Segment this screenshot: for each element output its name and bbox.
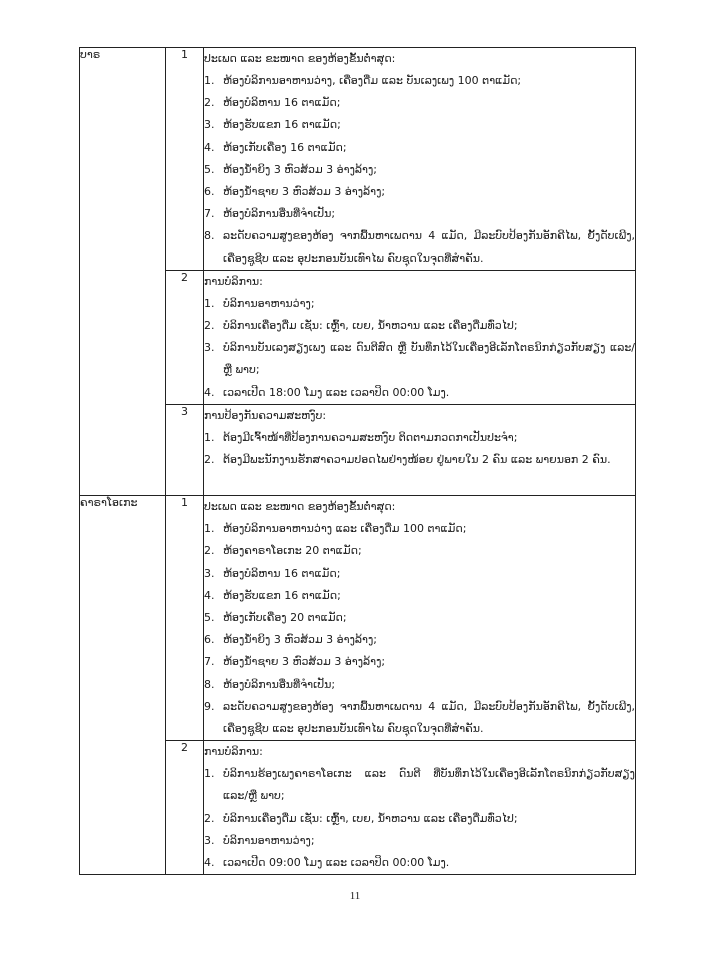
list-item-number: 1. xyxy=(204,74,215,87)
list-item-text: ຕ້ອງມີພະນັກງານຮັກສາຄວາມປອດໄພຢ່າງໜ້ອຍ ຢູ່ພາຍໃນ 2 ຄົນ ແລະ ພາຍນອກ 2 ຄົນ. xyxy=(223,453,611,467)
list-item-text: ເວລາເປີດ 09:00 ໂມງ ແລະ ເວລາປິດ 00:00 ໂມງ. xyxy=(223,856,450,870)
list-item xyxy=(204,518,635,540)
list-item-number: 1. xyxy=(204,767,215,781)
item-list xyxy=(204,518,635,740)
list-item-number: 8. xyxy=(204,677,215,691)
list-item-number: 4. xyxy=(204,385,215,399)
section-content xyxy=(204,48,636,271)
list-item-number: 4. xyxy=(204,140,215,154)
section-heading: ການບໍລິການ: xyxy=(204,745,263,759)
list-item-number: 6. xyxy=(204,633,215,647)
category-cell: ບາຣ xyxy=(80,48,166,496)
list-item xyxy=(204,92,635,114)
section-content xyxy=(204,741,636,875)
list-item-text: ຫ້ອງນ້ຳຊາຍ 3 ຫົວສ້ວມ 3 ອ່າງລ້າງ; xyxy=(223,185,386,199)
list-item xyxy=(204,293,635,315)
table-row xyxy=(80,48,636,271)
list-item-text: ຫ້ອງຄາຣາໂອເກະ 20 ຕາແມັດ; xyxy=(223,544,362,558)
section-heading: ປະເພດ ແລະ ຂະໜາດ ຂອງຫ້ອງຂັ້ນຕໍ່າສຸດ: xyxy=(204,52,396,65)
section-number: 2 xyxy=(166,270,204,404)
item-list xyxy=(204,70,635,270)
list-item xyxy=(204,70,635,92)
section-number: 1 xyxy=(166,48,204,271)
list-item-number: 2. xyxy=(204,544,215,558)
list-item-text: ຫ້ອງບໍລິຫານ 16 ຕາແມັດ; xyxy=(223,566,341,580)
list-item xyxy=(204,540,635,562)
list-item-text: ຫ້ອງເກັບເຄື່ອງ 20 ຕາແມັດ; xyxy=(223,611,347,625)
category-cell: ຄາຣາໂອເກະ xyxy=(80,496,166,875)
item-list xyxy=(204,763,635,874)
list-item xyxy=(204,585,635,607)
list-item-number: 2. xyxy=(204,319,215,333)
list-item xyxy=(204,382,635,404)
section-heading: ການປ້ອງກັນຄວາມສະຫງົບ: xyxy=(204,408,327,422)
list-item-text: ຫ້ອງບໍລິຫານ 16 ຕາແມັດ; xyxy=(223,96,341,110)
list-item-text: ຕ້ອງມີເຈົ້າໜ້າທີ່ປ້ອງການຄວາມສະຫງົບ ຕິດຕາມກວດກາເປັນປະຈຳ; xyxy=(223,430,518,444)
list-item-text: ຫ້ອງນ້ຳຍິງ 3 ຫົວສ້ວມ 3 ອ່າງລ້າງ; xyxy=(223,162,377,176)
list-item-text: ເວລາເປີດ 18:00 ໂມງ ແລະ ເວລາປິດ 00:00 ໂມງ. xyxy=(223,385,450,399)
list-item xyxy=(204,315,635,337)
list-item xyxy=(204,337,635,381)
page-number: 11 xyxy=(349,890,361,902)
list-item-text: ຫ້ອງນ້ຳຊາຍ 3 ຫົວສ້ວມ 3 ອ່າງລ້າງ; xyxy=(223,655,386,669)
list-item-number: 8. xyxy=(204,229,215,243)
list-item xyxy=(204,225,635,269)
list-item xyxy=(204,651,635,673)
list-item-number: 2. xyxy=(204,453,215,467)
list-item-text: ບໍລິການຮ້ອງເພງຄາຣາໂອເກະ ແລະ ດົນຕີ ທີ່ບັນທຶກໄວ້ໃນເຄື່ອງອີເລັກໂຕຣນິກກ່ຽວກັບສຽງ ແລະ/ຫຼື ພາບ; xyxy=(223,767,635,803)
list-item xyxy=(204,563,635,585)
list-item-text: ຫ້ອງເກັບເຄື່ອງ 16 ຕາແມັດ; xyxy=(223,140,347,154)
list-item xyxy=(204,629,635,651)
list-item-number: 3. xyxy=(204,341,215,355)
list-item xyxy=(204,203,635,225)
list-item-text: ຫ້ອງຮັບແຂກ 16 ຕາແມັດ; xyxy=(223,588,341,602)
item-list xyxy=(204,293,635,404)
list-item-text: ຫ້ອງບໍລິການອາຫານວ່າງ, ເຄື່ອງດື່ມ ແລະ ບັນເລງເພງ 100 ຕາແມັດ; xyxy=(223,74,522,87)
list-item-number: 1. xyxy=(204,522,215,536)
list-item xyxy=(204,181,635,203)
list-item xyxy=(204,607,635,629)
list-item-text: ຫ້ອງຮັບແຂກ 16 ຕາແມັດ; xyxy=(223,118,341,132)
list-item-number: 3. xyxy=(204,118,215,132)
list-item-text: ຫ້ອງບໍລິການອື່ນທີ່ຈຳເປັນ; xyxy=(223,677,336,691)
list-item-number: 6. xyxy=(204,185,215,199)
section-number: 1 xyxy=(166,496,204,741)
list-item xyxy=(204,114,635,136)
list-item-number: 4. xyxy=(204,856,215,870)
list-item xyxy=(204,852,635,874)
list-item xyxy=(204,159,635,181)
list-item-number: 5. xyxy=(204,611,215,625)
list-item-text: ບໍລິການເຄື່ອງດື່ມ ເຊັ່ນ: ເຫຼົ້າ, ເບຍ, ນ້ຳຫວານ ແລະ ເຄື່ອງດື່ມທົ່ວໄປ; xyxy=(223,319,518,333)
list-item-number: 1. xyxy=(204,296,215,310)
list-item-number: 7. xyxy=(204,655,215,669)
list-item xyxy=(204,830,635,852)
section-content xyxy=(204,270,636,404)
table-row xyxy=(80,496,636,741)
section-number: 3 xyxy=(166,404,204,495)
list-item-number: 3. xyxy=(204,566,215,580)
list-item xyxy=(204,449,635,471)
list-item-number: 9. xyxy=(204,699,215,713)
list-item-text: ຫ້ອງບໍລິການອື່ນທີ່ຈຳເປັນ; xyxy=(223,207,336,221)
list-item xyxy=(204,674,635,696)
list-item-number: 1. xyxy=(204,430,215,444)
section-content xyxy=(204,496,636,741)
section-heading: ການບໍລິການ: xyxy=(204,274,263,288)
list-item-text: ລະດັບຄວາມສູງຂອງຫ້ອງ ຈາກພື້ນຫາເພດານ 4 ແມັດ, ມີລະບົບປ້ອງກັນອັກຄີໄພ, ຍັ້ງດັບເພີງ, ເຄື່ອງຊູຊີບ ແລະ ອຸປະກອນບັນເທົາໄພ ຄົບຊຸດໃນຈຸດທີ່ສຳຄັນ. xyxy=(223,229,635,265)
list-item-number: 5. xyxy=(204,162,215,176)
list-item-text: ຫ້ອງນ້ຳຍິງ 3 ຫົວສ້ວມ 3 ອ່າງລ້າງ; xyxy=(223,633,377,647)
item-list xyxy=(204,427,635,471)
section-content xyxy=(204,404,636,495)
list-item-number: 2. xyxy=(204,811,215,825)
list-item-number: 4. xyxy=(204,588,215,602)
list-item xyxy=(204,763,635,807)
section-heading: ປະເພດ ແລະ ຂະໜາດ ຂອງຫ້ອງຂັ້ນຕໍ່າສຸດ: xyxy=(204,500,396,514)
list-item xyxy=(204,427,635,449)
list-item-text: ບໍລິການເຄື່ອງດື່ມ ເຊັ່ນ: ເຫຼົ້າ, ເບຍ, ນ້ຳຫວານ ແລະ ເຄື່ອງດື່ມທົ່ວໄປ; xyxy=(223,811,518,825)
requirements-table xyxy=(79,47,636,875)
list-item-text: ຫ້ອງບໍລິການອາຫານວ່າງ ແລະ ເຄື່ອງດື່ມ 100 ຕາແມັດ; xyxy=(223,522,467,536)
list-item-text: ບໍລິການອາຫານວ່າງ; xyxy=(223,833,315,847)
list-item xyxy=(204,808,635,830)
list-item xyxy=(204,137,635,159)
list-item-text: ບໍລິການອາຫານວ່າງ; xyxy=(223,296,315,310)
list-item-number: 3. xyxy=(204,833,215,847)
list-item-number: 7. xyxy=(204,207,215,221)
list-item-text: ບໍລິການບັນເລງສຽງເພງ ແລະ ດົນຕີສົດ ຫຼື ບັນທຶກໄວ້ໃນເຄື່ອງອີເລັກໂຕຣນິກກ່ຽວກັບສຽງ ແລະ/ຫຼື ພາບ; xyxy=(223,341,635,377)
list-item-number: 2. xyxy=(204,96,215,110)
section-number: 2 xyxy=(166,741,204,875)
list-item-text: ລະດັບຄວາມສູງຂອງຫ້ອງ ຈາກພື້ນຫາເພດານ 4 ແມັດ, ມີລະບົບປ້ອງກັນອັກຄີໄພ, ຍັ້ງດັບເພີງ, ເຄື່ອງຊູຊີບ ແລະ ອຸປະກອນບັນເທົາໄພ ຄົບຊຸດໃນຈຸດທີ່ສຳຄັນ. xyxy=(223,699,635,736)
list-item xyxy=(204,696,635,740)
